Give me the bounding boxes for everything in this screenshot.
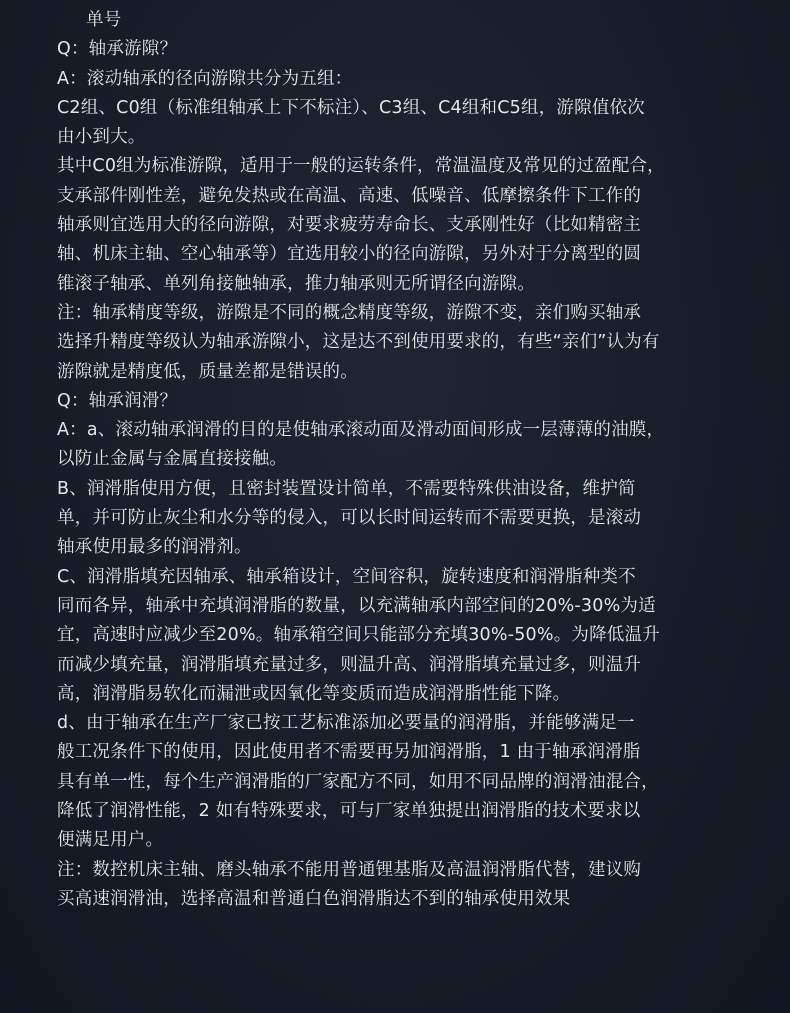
note-line: 选择升精度等级认为轴承游隙小，这是达不到使用要求的，有些“亲们”认为有: [57, 332, 660, 353]
text-line: 轴承则宜选用大的径向游隙，对要求疲劳寿命长、支承刚性好（比如精密主: [57, 215, 642, 236]
text-line: 轴、机床主轴、空心轴承等）宜选用较小的径向游隙，另外对于分离型的圆: [57, 244, 642, 265]
question-clearance: Q：轴承游隙？: [57, 39, 178, 60]
text-line: 高，润滑脂易软化而漏泄或因氧化等变质而造成润滑脂性能下降。: [57, 683, 571, 704]
text-line: A：a、滚动轴承润滑的目的是使轴承滚动面及滑动面间形成一层薄薄的油膜，: [57, 420, 665, 441]
text-line: 而减少填充量，润滑脂填充量过多，则温升高、润滑脂填充量过多，则温升: [57, 654, 642, 675]
text-line-order-number: 单号: [86, 10, 122, 30]
text-line: 其中C0组为标准游隙，适用于一般的运转条件，常温温度及常见的过盈配合，: [57, 156, 665, 177]
text-line: 降低了润滑性能，2 如有特殊要求，可与厂家单独提出润滑脂的技术要求以: [57, 801, 641, 822]
text-line: 轴承使用最多的润滑剂。: [57, 537, 252, 558]
text-line: 具有单一性，每个生产润滑脂的厂家配方不同，如用不同品牌的润滑油混合，: [57, 771, 659, 792]
text-line: C、润滑脂填充因轴承、轴承箱设计，空间容积，旋转速度和润滑脂种类不: [57, 566, 636, 587]
text-line: 支承部件刚性差，避免发热或在高温、高速、低噪音、低摩擦条件下工作的: [57, 185, 642, 206]
text-line: 般工况条件下的使用，因此使用者不需要再另加润滑脂，1 由于轴承润滑脂: [57, 742, 641, 763]
note-line: 注：数控机床主轴、磨头轴承不能用普通锂基脂及高温润滑脂代替，建议购: [57, 859, 642, 880]
text-line: 单，并可防止灰尘和水分等的侵入，可以长时间运转而不需要更换，是滚动: [57, 508, 642, 529]
text-line: 以防止金属与金属直接接触。: [57, 449, 288, 470]
text-line: 同而各异，轴承中充填润滑脂的数量，以充满轴承内部空间的20%-30%为适: [57, 595, 656, 616]
text-line: B、润滑脂使用方便，且密封装置设计简单，不需要特殊供油设备，维护简: [57, 478, 636, 499]
text-line: 锥滚子轴承、单列角接触轴承，推力轴承则无所谓径向游隙。: [57, 273, 535, 294]
note-line: 买高速润滑油，选择高温和普通白色润滑脂达不到的轴承使用效果: [57, 888, 571, 909]
document-body: [57, 6, 733, 914]
note-line: 注：轴承精度等级，游隙是不同的概念精度等级，游隙不变，亲们购买轴承: [57, 302, 642, 323]
text-line: 宜，高速时应减少至20%。轴承箱空间只能部分充填30%-50%。为降低温升: [57, 625, 660, 646]
text-line: A：滚动轴承的径向游隙共分为五组：: [57, 68, 353, 89]
note-line: 游隙就是精度低，质量差都是错误的。: [57, 361, 358, 382]
text-line: d、由于轴承在生产厂家已按工艺标准添加必要量的润滑脂，并能够满足一: [57, 713, 635, 734]
text-line: 由小到大。: [57, 127, 146, 148]
text-line: C2组、C0组（标准组轴承上下不标注）、C3组、C4组和C5组，游隙值依次: [57, 97, 645, 118]
question-lubrication: Q：轴承润滑？: [57, 390, 178, 411]
text-line: 便满足用户。: [57, 830, 164, 851]
